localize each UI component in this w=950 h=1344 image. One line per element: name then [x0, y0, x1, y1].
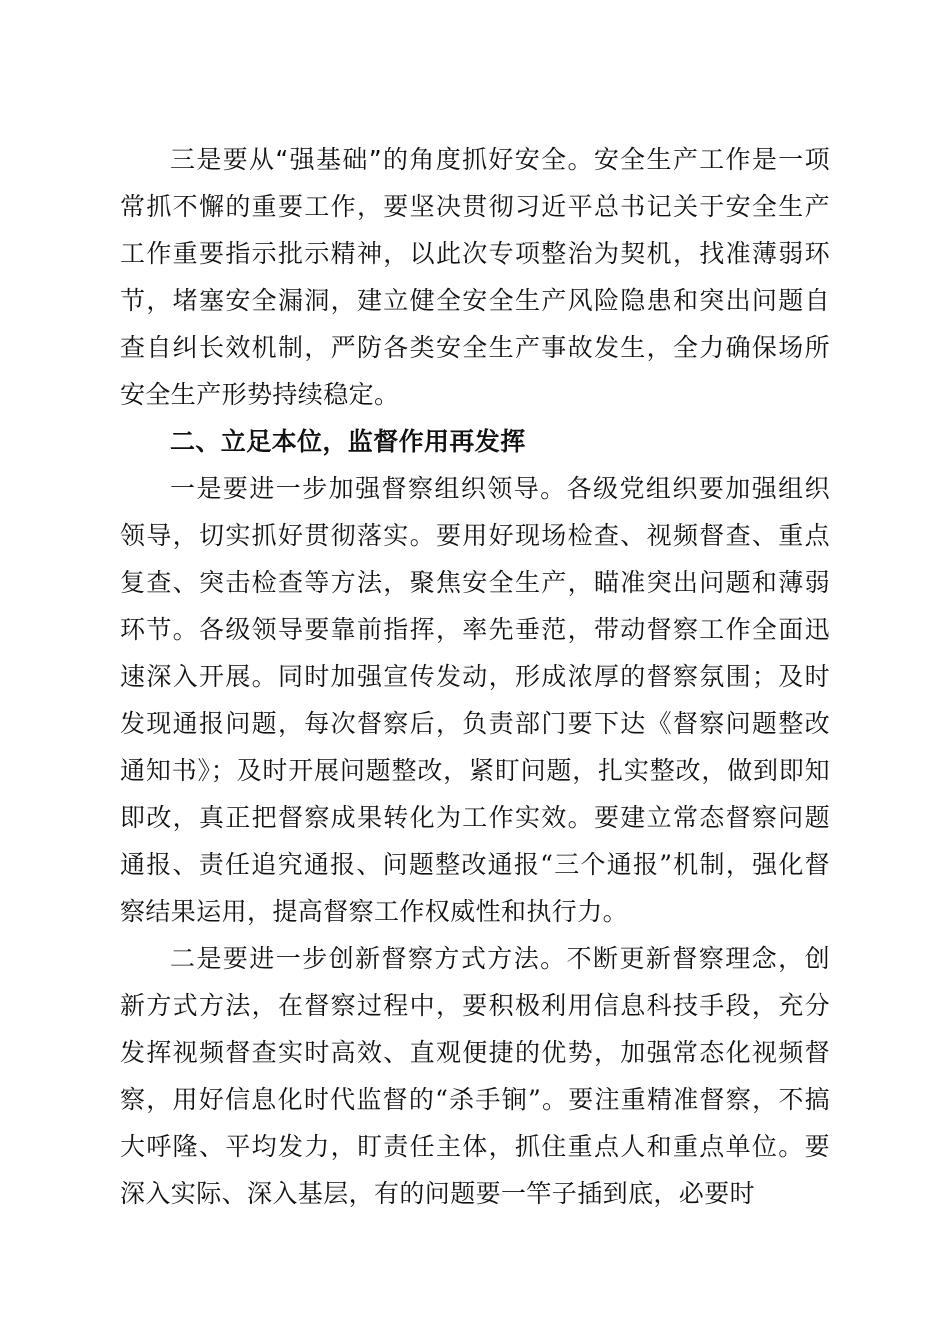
paragraph-lead: 二是要进一步创新督察方式方法。	[170, 944, 567, 973]
document-body	[120, 136, 830, 1217]
paragraph-text: 安全生产工作是一项常抓不懈的重要工作，要坚决贯彻习近平总书记关于安全生产工作重要指示批示精神，以此次专项整治为契机，找准薄弱环节，堵塞安全漏洞，建立健全安全生产风险隐患和突出问题自查自纠长效机制，严防各类安全生产事故发生，全力确保场所安全生产形势持续稳定。	[120, 145, 830, 409]
paragraph-lead: 三是要从“强基础”的角度抓好安全。	[170, 145, 594, 174]
paragraph-strengthen-foundation	[120, 136, 830, 418]
paragraph-text: 不断更新督察理念，创新方式方法，在督察过程中，要积极利用信息科技手段，充分发挥视频督查实时高效、直观便捷的优势，加强常态化视频督察，用好信息化时代监督的“杀手锏”。要注重精准督察，不搞大呼隆、平均发力，盯责任主体，抓住重点人和重点单位。要深入实际、深入基层，有的问题要一竿子插到底，必要时	[120, 944, 830, 1208]
paragraph-innovate-methods	[120, 935, 830, 1217]
section-heading: 二、立足本位，监督作用再发挥	[170, 427, 526, 456]
paragraph-strengthen-leadership	[120, 465, 830, 935]
paragraph-lead: 一是要进一步加强督察组织领导。	[170, 474, 567, 503]
paragraph-text: 各级党组织要加强组织领导，切实抓好贯彻落实。要用好现场检查、视频督查、重点复查、突击检查等方法，聚焦安全生产，瞄准突出问题和薄弱环节。各级领导要靠前指挥，率先垂范，带动督察工作全面迅速深入开展。同时加强宣传发动，形成浓厚的督察氛围；及时发现通报问题，每次督察后，负责部门要下达《督察问题整改通知书》；及时开展问题整改，紧盯问题，扎实整改，做到即知即改，真正把督察成果转化为工作实效。要建立常态督察问题通报、责任追究通报、问题整改通报“三个通报”机制，强化督察结果运用，提高督察工作权威性和执行力。	[120, 474, 830, 926]
